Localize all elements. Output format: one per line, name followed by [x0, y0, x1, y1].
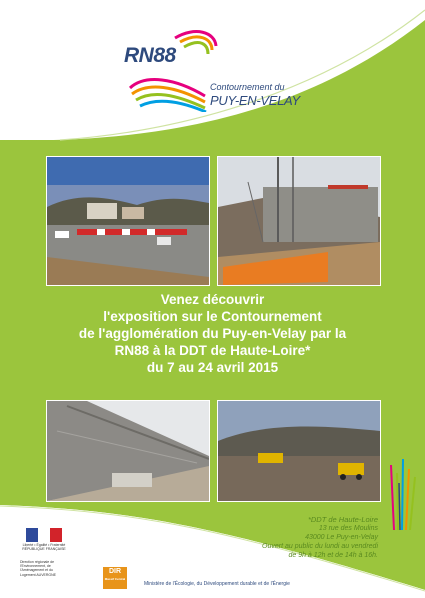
dir-massif-central-logo — [103, 567, 127, 589]
logo-main-title: PUY-EN-VELAY — [210, 93, 300, 108]
photo-roundabout — [46, 156, 210, 286]
dir-sub: Massif Central — [104, 577, 126, 581]
ministry-footer: Ministère de l'Écologie, du Développement durable et de l'Énergie — [144, 581, 290, 587]
address-title: *DDT de Haute-Loire — [307, 515, 378, 524]
rn88-logo — [120, 26, 320, 112]
headline-line: Venez découvrir — [160, 292, 265, 307]
exhibition-headline — [40, 291, 385, 376]
sticks-decoration-icon — [388, 455, 418, 530]
photo-retaining-wall — [46, 400, 210, 502]
address-line: Ouvert au public du lundi au vendredi — [262, 543, 378, 550]
republique-francaise-flag-icon — [26, 528, 62, 542]
logo-rn88-text: RN88 — [124, 44, 176, 67]
address-line: 43000 Le Puy-en-Velay — [305, 534, 378, 541]
dreal-auvergne-text: Direction régionale de l'Environnement, de l'Aménagement et du Logement AUVERGNE — [20, 560, 56, 577]
headline-line: RN88 à la DDT de Haute-Loire* — [114, 343, 311, 358]
headline-line: l'exposition sur le Contournement — [103, 309, 322, 324]
republique-francaise-text: Liberté • Égalité • Fraternité RÉPUBLIQUE FRANÇAISE — [22, 543, 66, 551]
logo-subtitle: Contournement du — [210, 82, 285, 92]
address-block — [210, 515, 378, 560]
address-line: de 9h à 12h et de 14h à 16h. — [288, 552, 378, 559]
headline-line: de l'agglomération du Puy-en-Velay par la — [78, 326, 347, 341]
address-line: 13 rue des Moulins — [318, 525, 378, 532]
headline-line: du 7 au 24 avril 2015 — [146, 360, 279, 375]
photo-construction-concrete — [217, 156, 381, 286]
photo-earthworks — [217, 400, 381, 502]
dir-label: DIR — [108, 568, 122, 575]
